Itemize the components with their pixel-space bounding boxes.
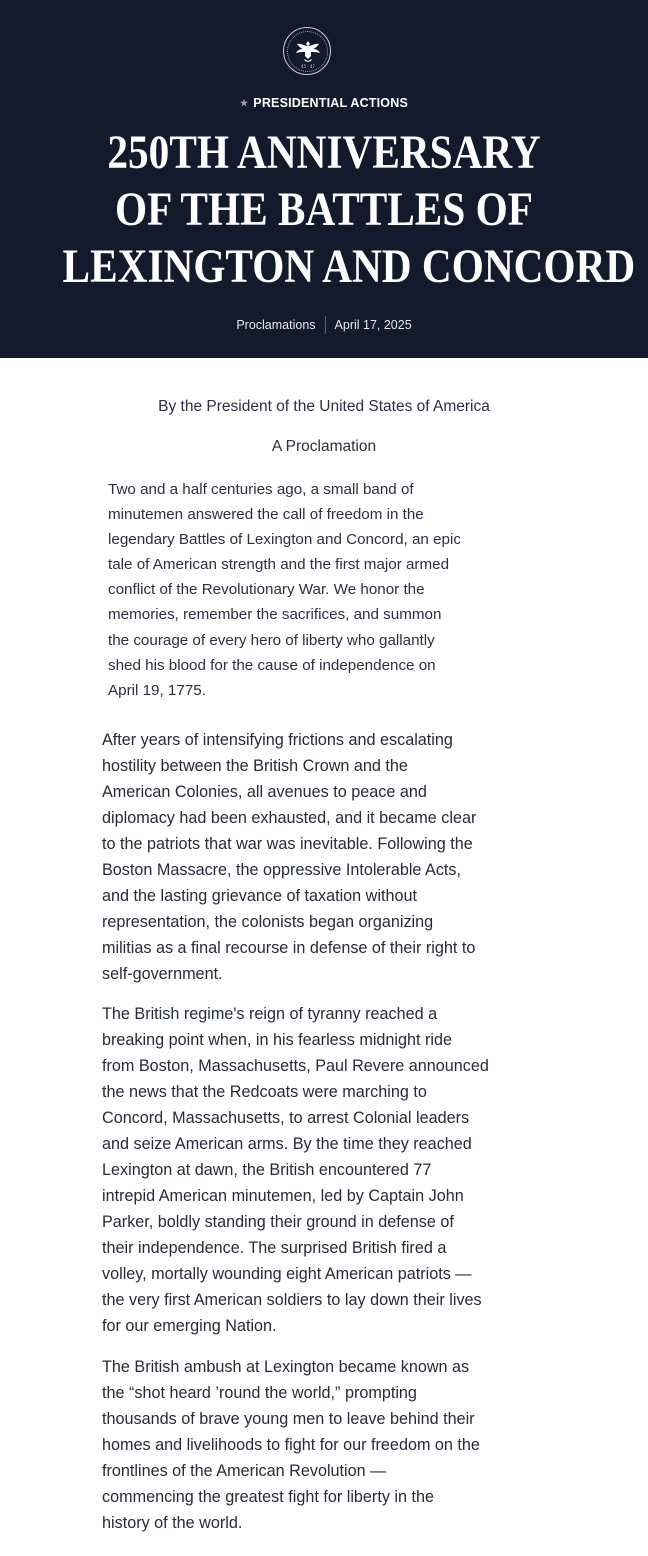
text-line: commencing the greatest fight for liberty in the <box>102 1488 435 1506</box>
text-line: self-government. <box>102 965 223 983</box>
text-line: their independence. The surprised British fired a <box>102 1239 447 1257</box>
byline: By the President of the United States of America <box>158 398 490 415</box>
body-paragraph <box>102 1001 522 1339</box>
text-line: the news that the Redcoats were marching to <box>102 1083 427 1101</box>
text-line: After years of intensifying frictions and escalating <box>102 731 453 749</box>
text-line: legendary Battles of Lexington and Concord, an epic <box>108 531 461 549</box>
text-line: militias as a final recourse in defense of their right to <box>102 939 476 957</box>
svg-text:45 · 47: 45 · 47 <box>301 64 315 69</box>
text-line: the very first American soldiers to lay down their lives <box>102 1291 482 1309</box>
text-line: memories, remember the sacrifices, and summon <box>108 606 442 624</box>
publish-date: April 17, 2025 <box>334 318 412 332</box>
text-line: frontlines of the American Revolution — <box>102 1462 387 1480</box>
text-line: intrepid American minutemen, led by Captain John <box>102 1187 464 1205</box>
text-line: homes and livelihoods to fight for our freedom on the <box>102 1436 480 1454</box>
text-line: for our emerging Nation. <box>102 1317 277 1335</box>
body-paragraph <box>102 727 522 987</box>
text-line: Parker, boldly standing their ground in defense of <box>102 1213 454 1231</box>
kicker-label: PRESIDENTIAL ACTIONS <box>253 96 408 110</box>
text-line: shed his blood for the cause of independence on <box>108 656 436 674</box>
page-title <box>62 124 636 295</box>
text-line: history of the world. <box>102 1514 243 1532</box>
text-line: American Colonies, all avenues to peace and <box>102 783 427 801</box>
category-link[interactable]: Proclamations <box>236 316 325 334</box>
text-line: The British ambush at Lexington became known as <box>102 1358 470 1376</box>
text-line: hostility between the British Crown and the <box>102 757 408 775</box>
proclamation-label: A Proclamation <box>271 438 377 455</box>
text-line: and the lasting grievance of taxation without <box>102 887 417 905</box>
text-line: to the patriots that war was inevitable. Following the <box>102 835 473 853</box>
title-line: OF THE BATTLES OF <box>115 183 533 236</box>
body-paragraph <box>108 477 508 703</box>
post-meta <box>0 316 648 334</box>
text-line: and seize American arms. By the time they reached <box>102 1135 472 1153</box>
text-line: Concord, Massachusetts, to arrest Colonial leaders <box>102 1109 470 1127</box>
text-line: volley, mortally wounding eight American patriots — <box>102 1265 472 1283</box>
eagle-icon <box>284 28 332 76</box>
star-icon: ★ <box>240 98 249 108</box>
text-line: the “shot heard ’round the world,” prompting <box>102 1384 417 1402</box>
text-line: the courage of every hero of liberty who gallantly <box>108 631 435 649</box>
body-paragraph <box>102 1354 522 1536</box>
text-line: diplomacy had been exhausted, and it became clear <box>102 809 477 827</box>
text-line: Boston Massacre, the oppressive Intolerable Acts, <box>102 861 462 879</box>
text-line: from Boston, Massachusetts, Paul Revere announced <box>102 1057 489 1075</box>
page-header <box>0 0 648 358</box>
title-line: 250TH ANNIVERSARY <box>107 126 541 179</box>
title-line: LEXINGTON AND CONCORD <box>62 240 636 293</box>
text-line: Lexington at dawn, the British encountered 77 <box>102 1161 432 1179</box>
text-line: representation, the colonists began organizing <box>102 913 434 931</box>
text-line: April 19, 1775. <box>108 681 206 699</box>
text-line: thousands of brave young men to leave behind their <box>102 1410 475 1428</box>
presidential-seal-logo[interactable] <box>283 27 331 75</box>
text-line: tale of American strength and the first major armed <box>108 556 450 574</box>
text-line: conflict of the Revolutionary War. We honor the <box>108 581 425 599</box>
text-line: minutemen answered the call of freedom in the <box>108 506 424 524</box>
text-line: Two and a half centuries ago, a small band of <box>108 481 414 498</box>
text-line: breaking point when, in his fearless midnight ride <box>102 1031 453 1049</box>
text-line: The British regime's reign of tyranny reached a <box>102 1005 438 1023</box>
section-kicker[interactable] <box>0 96 648 112</box>
